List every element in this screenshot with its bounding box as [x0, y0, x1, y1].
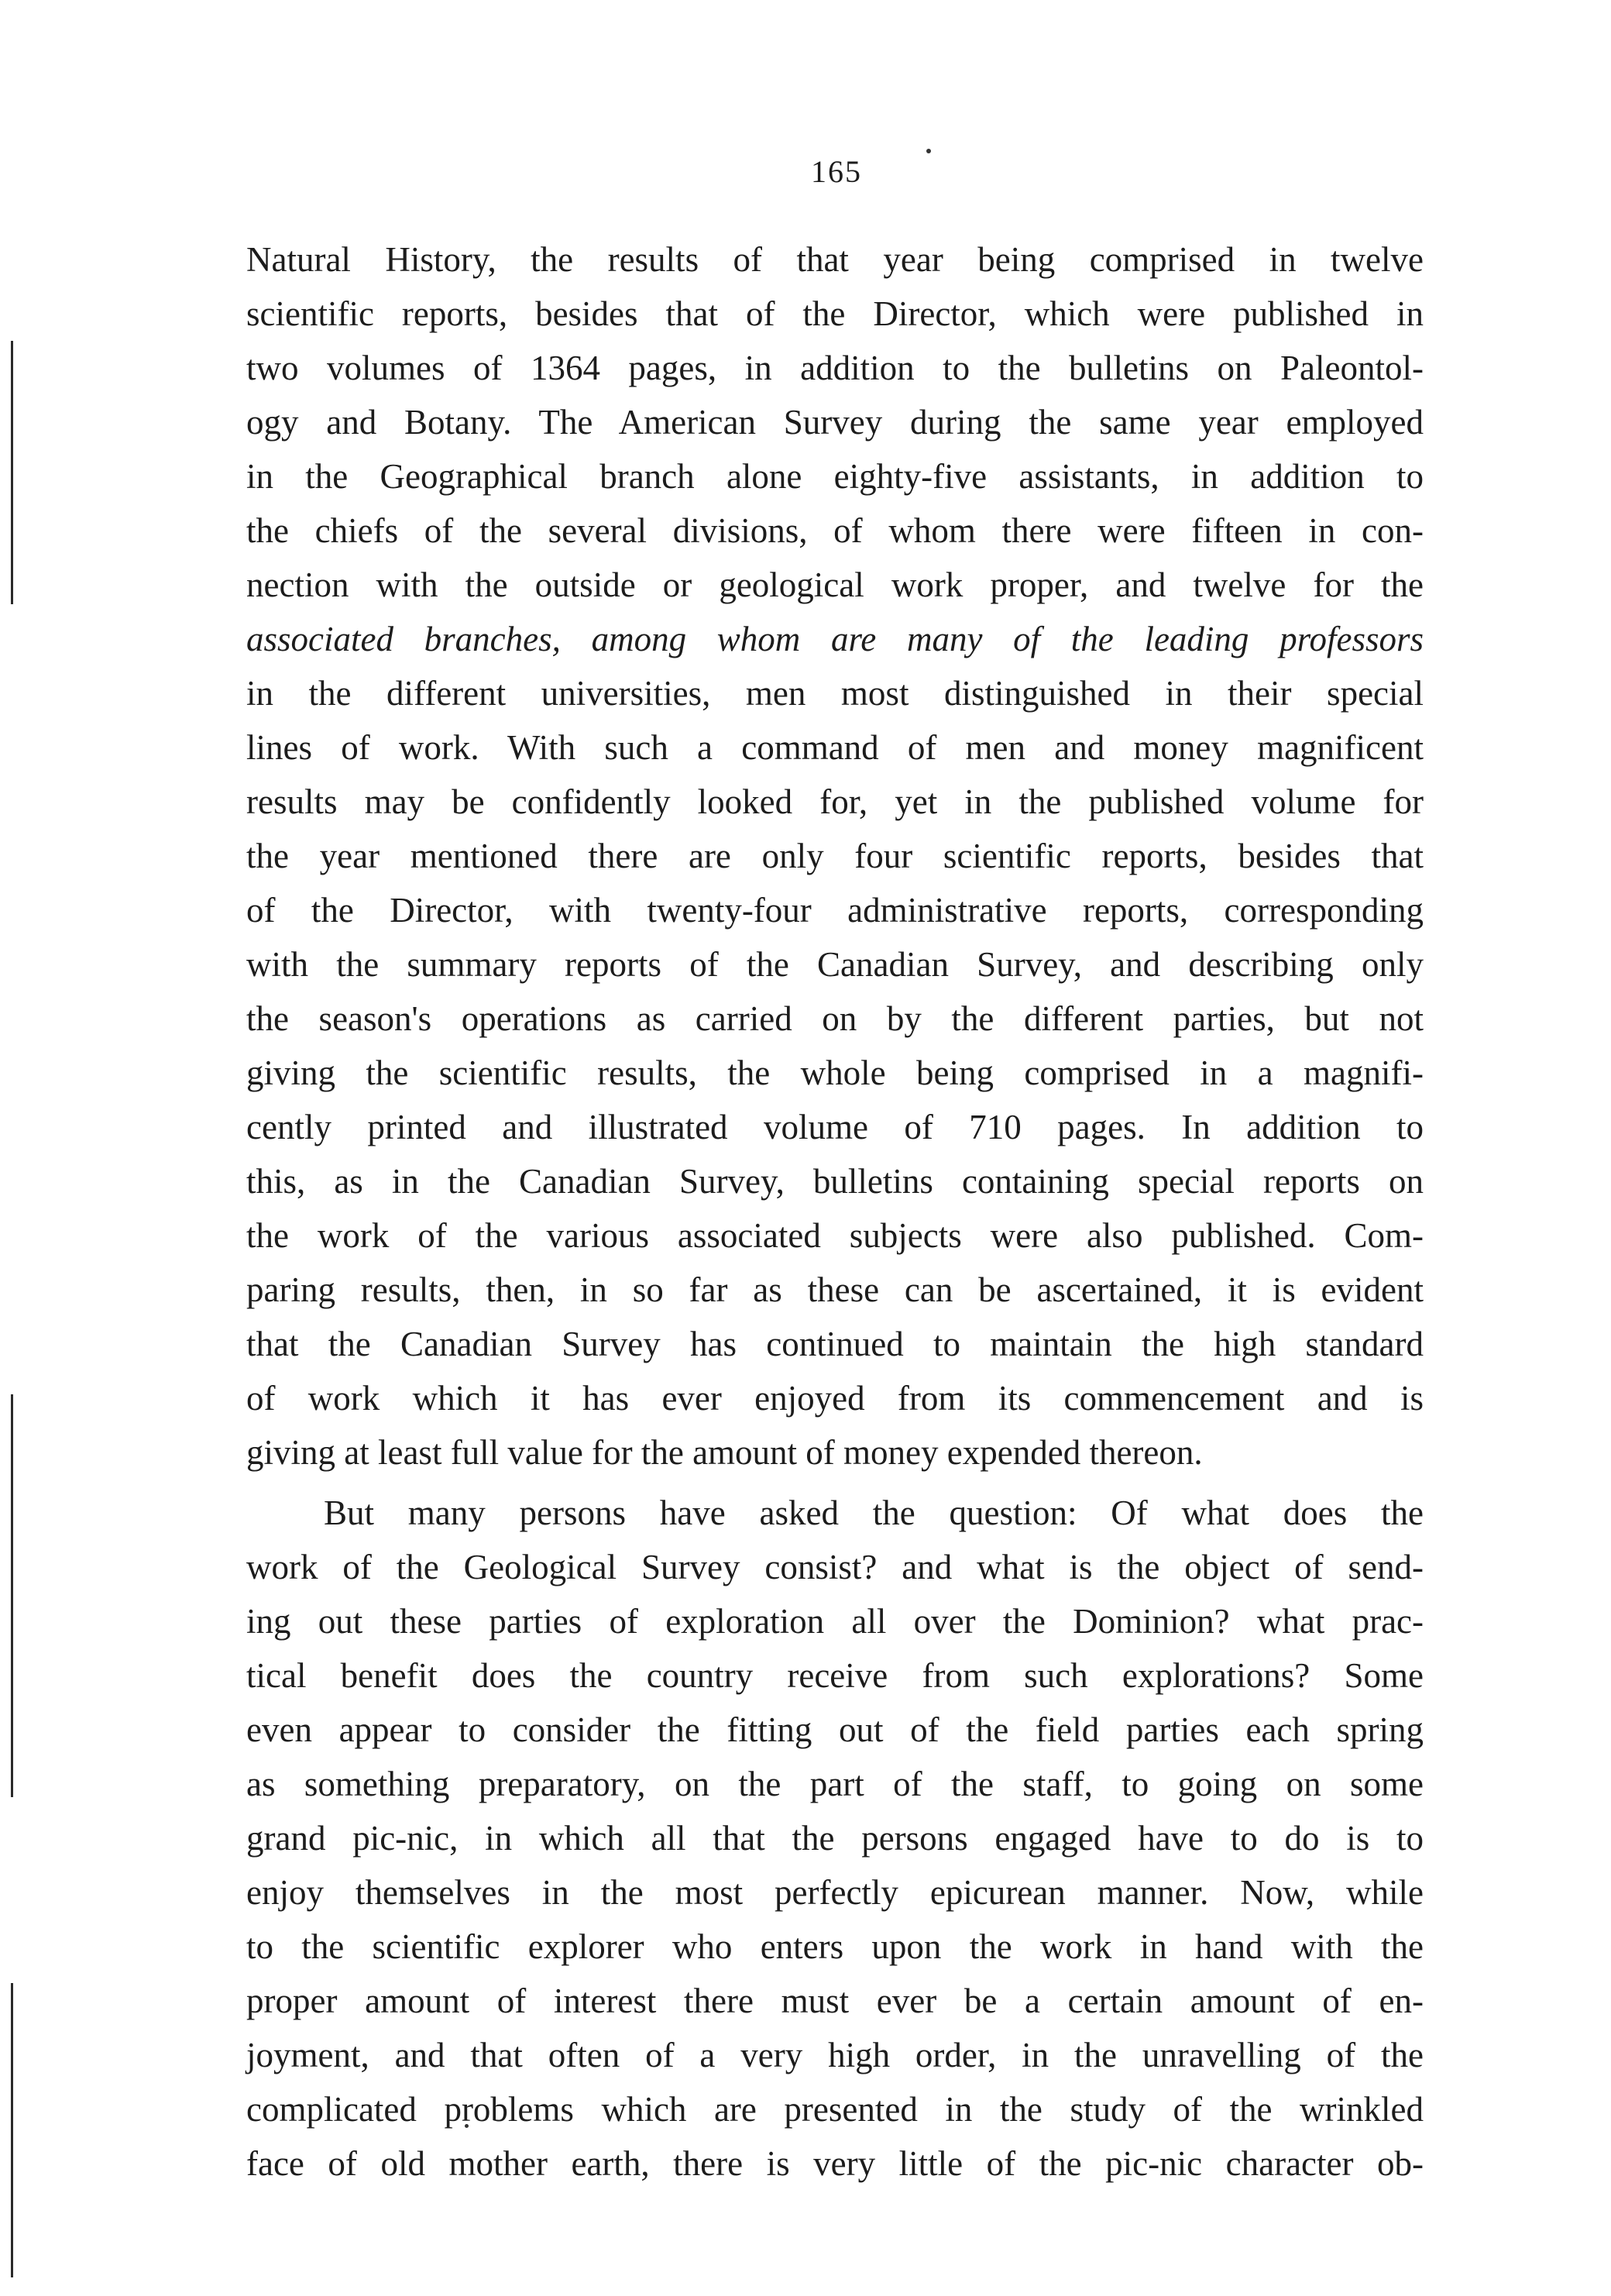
- text-line: of the Director, with twenty-four administrative reports, corresponding: [246, 891, 1424, 930]
- text-line: cently printed and illustrated volume of 710 pages. In addition to: [246, 1108, 1424, 1146]
- text-line: the year mentioned there are only four scientific reports, besides that: [246, 837, 1424, 875]
- text-line: giving at least full value for the amount of money expended thereon.: [246, 1433, 1203, 1472]
- scan-margin-line: [11, 1394, 13, 1797]
- text-line: the season's operations as carried on by the different parties, but not: [246, 999, 1424, 1038]
- text-line: work of the Geological Survey consist? and what is the object of send-: [246, 1548, 1424, 1586]
- text-line: associated branches, among whom are many of the leading professors: [246, 620, 1424, 658]
- text-line: scientific reports, besides that of the Director, which were published in: [246, 294, 1424, 333]
- text-line: But many persons have asked the question: Of what does the: [324, 1493, 1424, 1532]
- text-line: results may be confidently looked for, yet in the published volume for: [246, 782, 1424, 821]
- text-line: joyment, and that often of a very high order, in the unravelling of the: [246, 2036, 1424, 2074]
- text-line: even appear to consider the fitting out of the field parties each spring: [246, 1710, 1424, 1749]
- text-line: as something preparatory, on the part of the staff, to going on some: [246, 1765, 1424, 1803]
- text-line: two volumes of 1364 pages, in addition to the bulletins on Paleontol-: [246, 349, 1424, 387]
- body-text: [246, 232, 1424, 2191]
- text-line: ogy and Botany. The American Survey during the same year employed: [246, 403, 1424, 442]
- scan-margin-line: [11, 1983, 13, 2277]
- page-number: 165: [811, 154, 862, 189]
- text-line: enjoy themselves in the most perfectly epicurean manner. Now, while: [246, 1873, 1424, 1912]
- text-line: of work which it has ever enjoyed from its commencement and is: [246, 1379, 1424, 1418]
- text-line: paring results, then, in so far as these can be ascertained, it is evident: [246, 1270, 1424, 1309]
- text-line: the work of the various associated subjects were also published. Com-: [246, 1216, 1424, 1255]
- text-line: lines of work. With such a command of men and money magnificent: [246, 728, 1424, 767]
- text-line: that the Canadian Survey has continued to maintain the high standard: [246, 1325, 1424, 1363]
- text-line: grand pic-nic, in which all that the persons engaged have to do is to: [246, 1819, 1424, 1858]
- text-line: in the Geographical branch alone eighty-five assistants, in addition to: [246, 457, 1424, 496]
- text-line: this, as in the Canadian Survey, bulletins containing special reports on: [246, 1162, 1424, 1201]
- text-line: proper amount of interest there must ever be a certain amount of en-: [246, 1982, 1424, 2020]
- text-line: the chiefs of the several divisions, of whom there were fifteen in con-: [246, 511, 1424, 550]
- text-line: tical benefit does the country receive from such explorations? Some: [246, 1656, 1424, 1695]
- text-line: complicated problems which are presented in the study of the wrinkled: [246, 2090, 1424, 2129]
- text-line: to the scientific explorer who enters upon the work in hand with the: [246, 1927, 1424, 1966]
- scan-margin-line: [11, 341, 13, 604]
- text-line: Natural History, the results of that year being comprised in twelve: [246, 240, 1424, 279]
- text-line: with the summary reports of the Canadian Survey, and describing only: [246, 945, 1424, 984]
- text-line: ing out these parties of exploration all over the Dominion? what prac-: [246, 1602, 1424, 1641]
- text-line: giving the scientific results, the whole being comprised in a magnifi-: [246, 1053, 1424, 1092]
- text-line: in the different universities, men most distinguished in their special: [246, 674, 1424, 713]
- paragraph-2: [246, 1486, 1424, 2191]
- text-line: nection with the outside or geological work proper, and twelve for the: [246, 565, 1424, 604]
- paragraph-1: [246, 232, 1424, 1480]
- text-line: face of old mother earth, there is very little of the pic-nic character ob-: [246, 2144, 1424, 2183]
